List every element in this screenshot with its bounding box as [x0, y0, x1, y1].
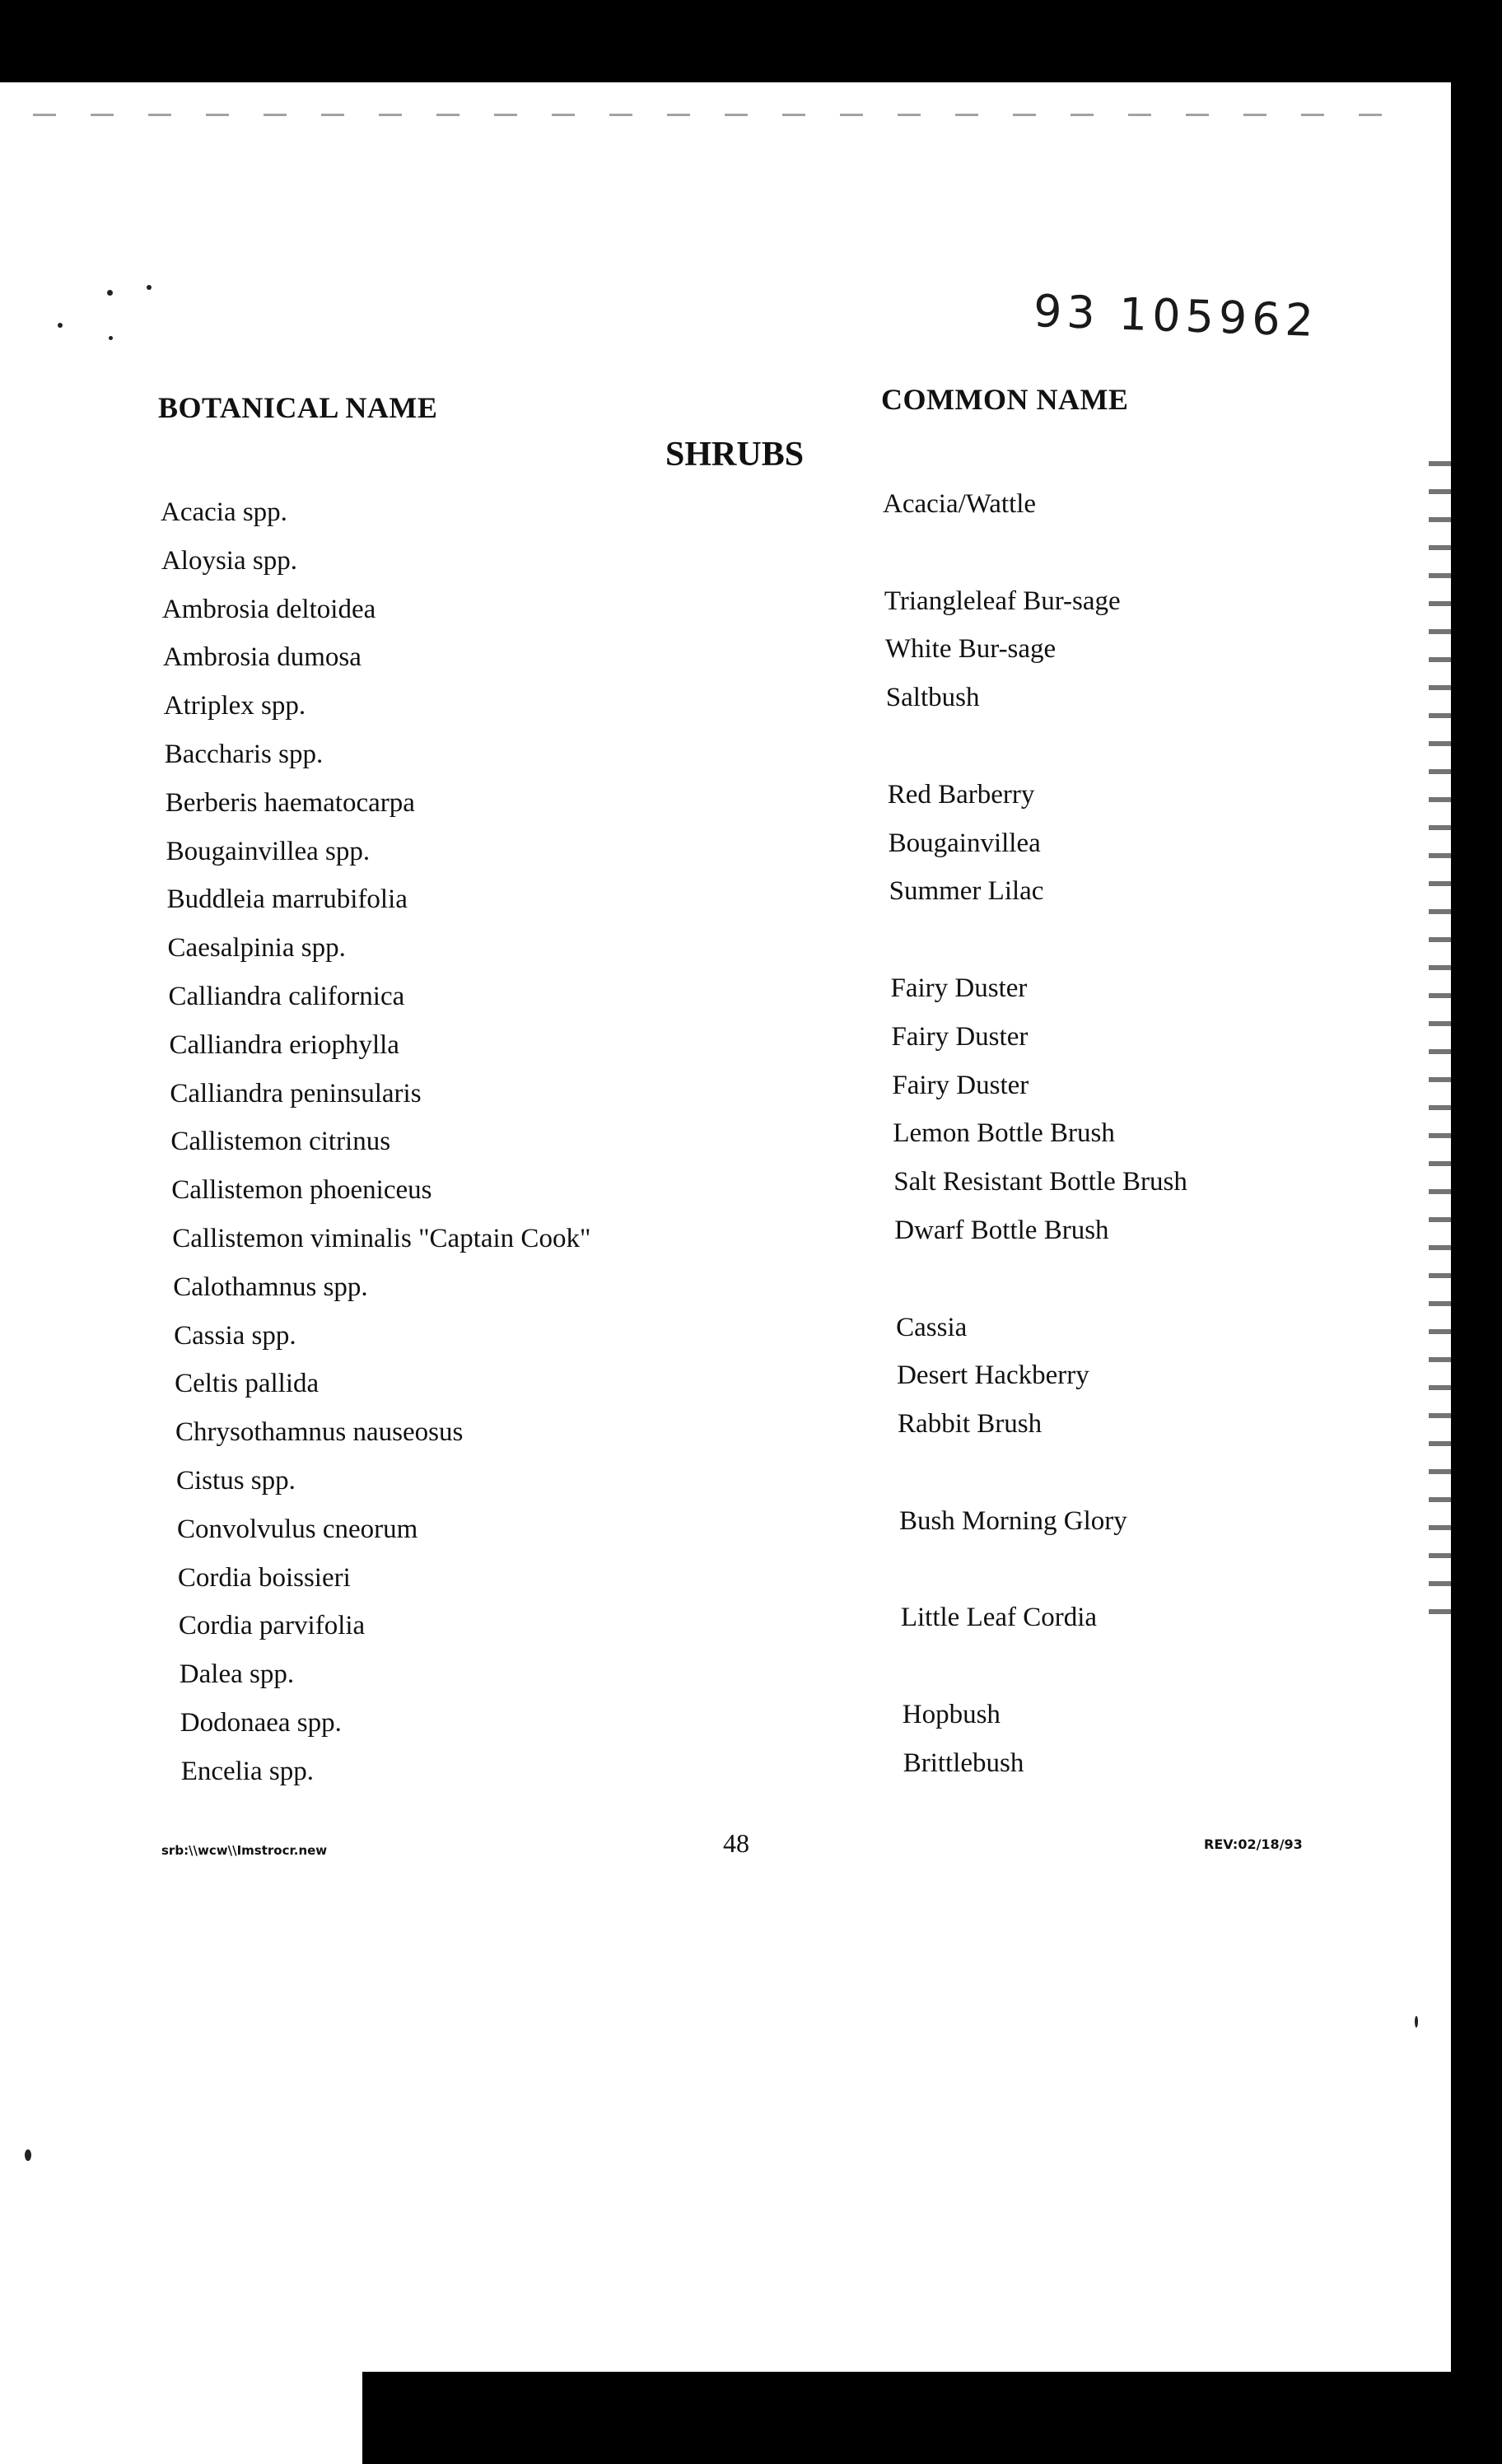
list-item — [0, 1409, 1400, 1463]
common-name: Summer Lilac — [889, 876, 1044, 907]
botanical-name: Buddleia marrubifolia — [166, 884, 408, 915]
list-item — [0, 586, 1400, 641]
section-title: SHRUBS — [665, 436, 805, 474]
list-item — [0, 1312, 1400, 1367]
botanical-name: Callistemon phoeniceus — [171, 1175, 432, 1206]
common-name-header: COMMON NAME — [881, 383, 1129, 416]
botanical-name: Caesalpinia spp. — [167, 933, 346, 964]
list-item — [0, 1748, 1400, 1803]
botanical-name: Celtis pallida — [175, 1369, 320, 1399]
botanical-name: Cistus spp. — [176, 1466, 296, 1496]
botanical-name: Calothamnus spp. — [173, 1272, 368, 1302]
botanical-name: Aloysia spp. — [161, 545, 297, 576]
revision-date: REV:02/18/93 — [1204, 1836, 1303, 1852]
list-item — [0, 1659, 1400, 1706]
list-item — [0, 828, 1400, 883]
list-item — [0, 779, 1400, 834]
scan-edge-noise — [1429, 461, 1453, 1614]
page-number: 48 — [723, 1828, 749, 1858]
common-name: Rabbit Brush — [898, 1409, 1043, 1440]
common-name: Brittlebush — [903, 1748, 1024, 1778]
botanical-name: Calliandra californica — [168, 982, 405, 1011]
scan-speck — [25, 2149, 31, 2161]
common-name: Dwarf Bottle Brush — [894, 1216, 1109, 1245]
list-item — [0, 1272, 1400, 1318]
scan-border — [362, 2372, 1502, 2464]
common-name: Saltbush — [885, 683, 980, 713]
list-item — [0, 1466, 1400, 1512]
scan-speck — [1415, 2016, 1418, 2028]
list-item — [0, 933, 1400, 979]
botanical-name: Baccharis spp. — [164, 740, 324, 769]
common-name: Bush Morning Glory — [898, 1505, 1127, 1536]
botanical-name: Dodonaea spp. — [180, 1708, 342, 1738]
list-item — [0, 973, 1400, 1028]
common-name: Acacia/Wattle — [883, 489, 1037, 519]
list-item — [0, 489, 1400, 544]
common-name: Salt Resistant Bottle Brush — [893, 1167, 1187, 1197]
botanical-name: Callistemon citrinus — [170, 1127, 391, 1157]
botanical-name: Acacia spp. — [161, 497, 287, 527]
botanical-name: Encelia spp. — [180, 1756, 314, 1786]
botanical-name: Atriplex spp. — [163, 691, 306, 721]
common-name: Triangleleaf Bur-sage — [884, 586, 1121, 616]
common-name: Fairy Duster — [892, 1070, 1029, 1100]
list-item — [0, 1700, 1400, 1754]
common-name: Little Leaf Cordia — [900, 1603, 1098, 1633]
list-item — [0, 1603, 1400, 1657]
botanical-name: Chrysothamnus nauseosus — [175, 1417, 464, 1448]
file-path: srb:\\wcw\\Imstrocr.new — [161, 1843, 328, 1858]
common-name: Fairy Duster — [890, 973, 1028, 1003]
botanical-name: Cordia parvifolia — [178, 1611, 366, 1641]
list-item — [0, 546, 1400, 592]
botanical-name: Convolvulus cneorum — [176, 1514, 418, 1544]
botanical-name: Calliandra peninsularis — [170, 1078, 422, 1108]
list-item — [0, 1563, 1400, 1609]
list-item — [0, 740, 1400, 786]
list-item — [0, 1118, 1400, 1173]
botanical-name: Bougainvillea spp. — [166, 836, 371, 866]
common-name: Red Barberry — [887, 779, 1035, 810]
list-item — [0, 1167, 1400, 1221]
document-number: 93 105962 — [1033, 284, 1320, 348]
list-item — [0, 1070, 1400, 1125]
list-item — [0, 634, 1400, 688]
botanical-name: Dalea spp. — [179, 1659, 295, 1690]
botanical-name: Ambrosia deltoidea — [161, 594, 376, 624]
list-item — [0, 1021, 1400, 1076]
common-name: Cassia — [896, 1312, 968, 1342]
botanical-name: Cordia boissieri — [177, 1562, 351, 1593]
botanical-name: Cassia spp. — [174, 1320, 296, 1351]
common-name: Bougainvillea — [888, 828, 1041, 858]
common-name: Lemon Bottle Brush — [893, 1118, 1115, 1149]
botanical-name: Ambrosia dumosa — [162, 642, 362, 673]
list-item — [0, 1360, 1400, 1415]
botanical-name: Callistemon viminalis "Captain Cook" — [172, 1224, 591, 1253]
common-name: Desert Hackberry — [897, 1360, 1089, 1391]
page-margin — [0, 2372, 362, 2464]
list-item — [0, 876, 1400, 931]
botanical-name-header: BOTANICAL NAME — [158, 391, 438, 424]
list-item — [0, 1505, 1400, 1561]
botanical-name: Berberis haematocarpa — [165, 787, 415, 818]
list-item — [0, 683, 1400, 737]
common-name: Fairy Duster — [891, 1021, 1029, 1052]
common-name: Hopbush — [902, 1700, 1001, 1729]
common-name: White Bur-sage — [884, 634, 1057, 665]
list-item — [0, 1216, 1400, 1270]
botanical-name: Calliandra eriophylla — [169, 1029, 399, 1060]
